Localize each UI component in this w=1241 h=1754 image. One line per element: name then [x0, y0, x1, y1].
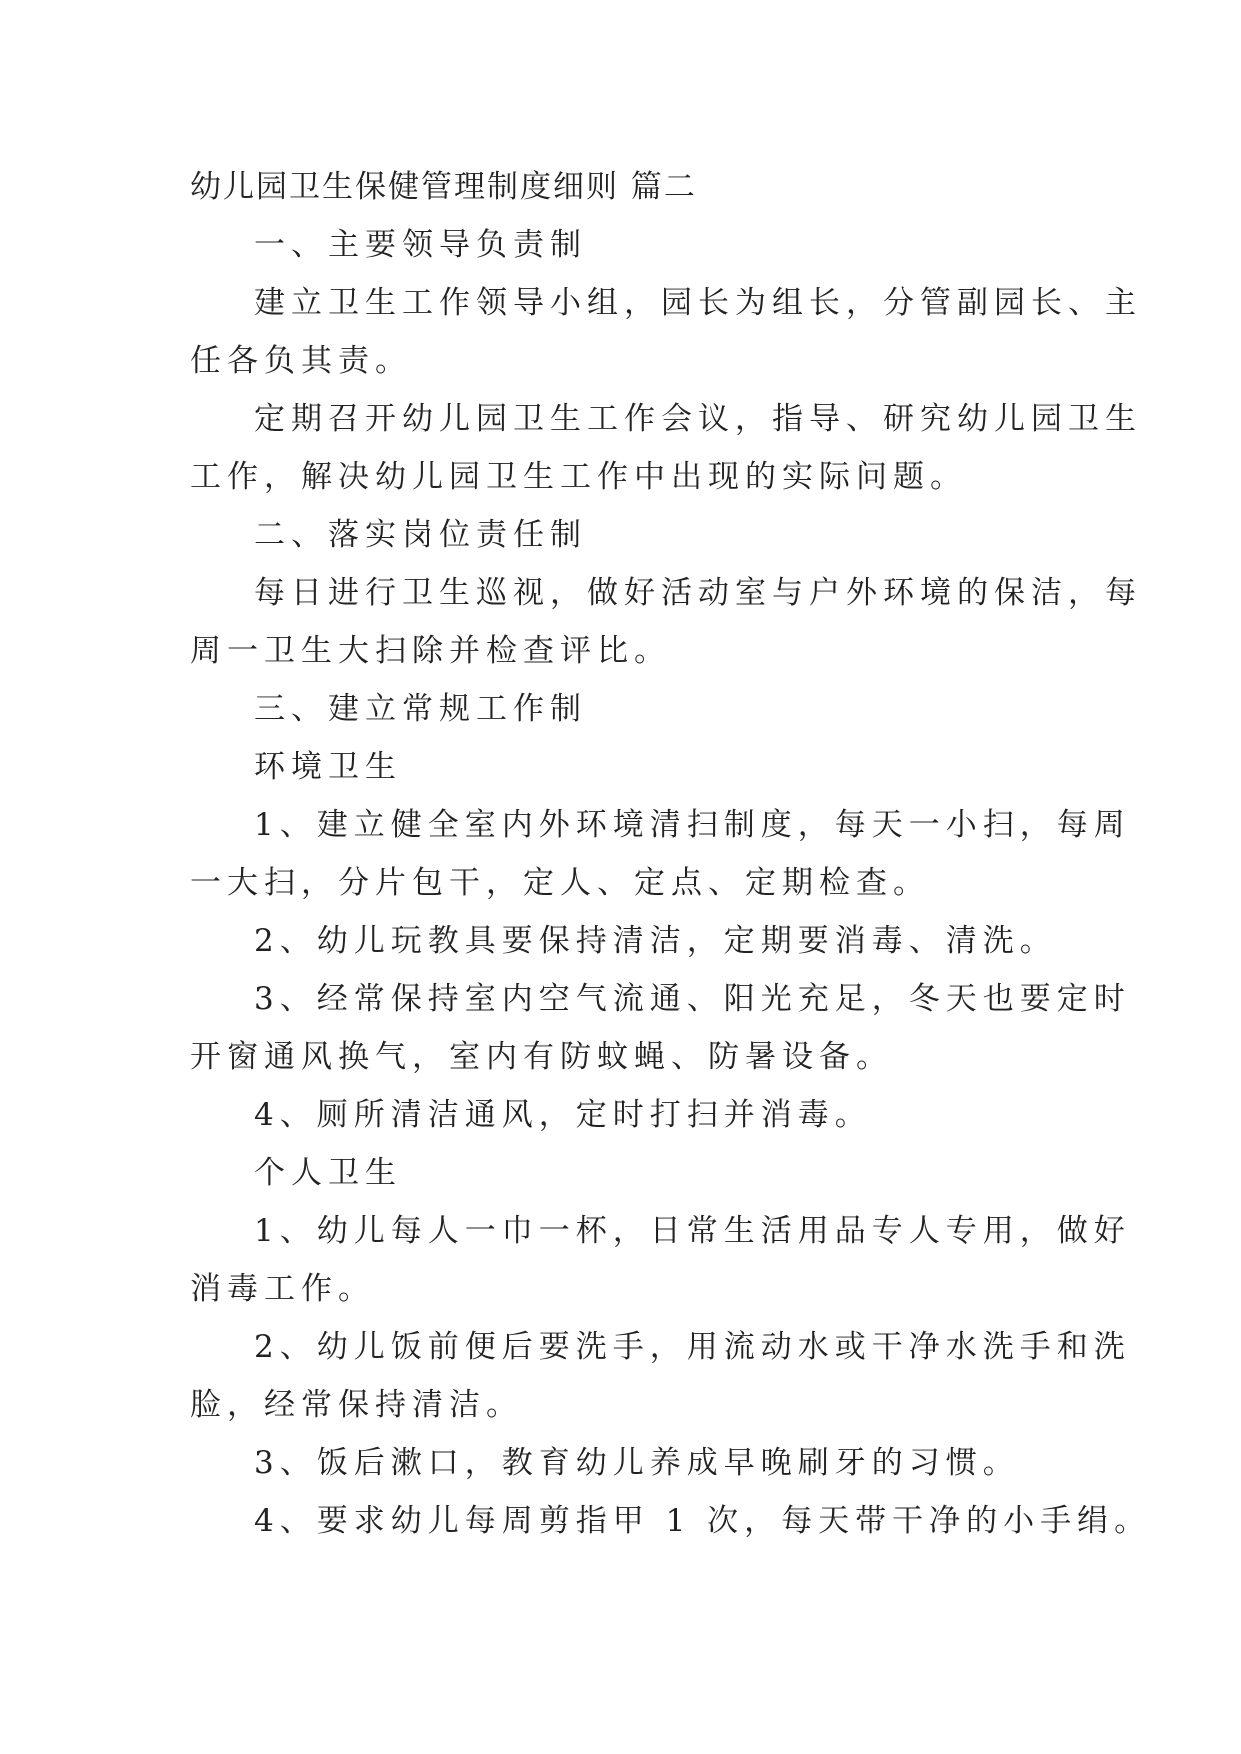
paragraph-line: 建立卫生工作领导小组，园长为组长，分管副园长、主: [254, 285, 1142, 321]
document-title: 幼儿园卫生保健管理制度细则 篇二: [190, 169, 697, 205]
list-item-line: 4、厕所清洁通风，定时打扫并消毒。: [254, 1097, 872, 1133]
section-heading-3: 三、建立常规工作制: [254, 691, 587, 727]
paragraph-line: 周一卫生大扫除并检查评比。: [190, 633, 671, 669]
list-item-line: 2、幼儿玩教具要保持清洁，定期要消毒、清洗。: [254, 923, 1057, 959]
paragraph-line: 工作，解决幼儿园卫生工作中出现的实际问题。: [190, 459, 967, 495]
list-item-line: 3、饭后漱口，教育幼儿养成早晚刷牙的习惯。: [254, 1445, 1020, 1481]
paragraph-line: 任各负其责。: [190, 343, 412, 379]
list-item-line: 2、幼儿饭前便后要洗手，用流动水或干净水洗手和洗: [254, 1329, 1131, 1365]
list-item-line: 一大扫，分片包干，定人、定点、定期检查。: [190, 865, 930, 901]
list-item-line: 1、幼儿每人一巾一杯，日常生活用品专人专用，做好: [254, 1213, 1131, 1249]
section-heading-2: 二、落实岗位责任制: [254, 517, 587, 553]
list-item-line: 1、建立健全室内外环境清扫制度，每天一小扫，每周: [254, 807, 1131, 843]
document-body: [190, 158, 1152, 1550]
paragraph-line: 定期召开幼儿园卫生工作会议，指导、研究幼儿园卫生: [254, 401, 1142, 437]
subheading-personal: 个人卫生: [254, 1155, 402, 1191]
section-heading-1: 一、主要领导负责制: [254, 227, 587, 263]
list-item-line: 消毒工作。: [190, 1271, 375, 1307]
subheading-environment: 环境卫生: [254, 749, 402, 785]
list-item-line: 4、要求幼儿每周剪指甲 1 次，每天带干净的小手绢。: [254, 1503, 1152, 1539]
list-item-line: 3、经常保持室内空气流通、阳光充足，冬天也要定时: [254, 981, 1131, 1017]
list-item-line: 脸，经常保持清洁。: [190, 1387, 523, 1423]
paragraph-line: 每日进行卫生巡视，做好活动室与户外环境的保洁，每: [254, 575, 1142, 611]
list-item-line: 开窗通风换气，室内有防蚊蝇、防暑设备。: [190, 1039, 893, 1075]
